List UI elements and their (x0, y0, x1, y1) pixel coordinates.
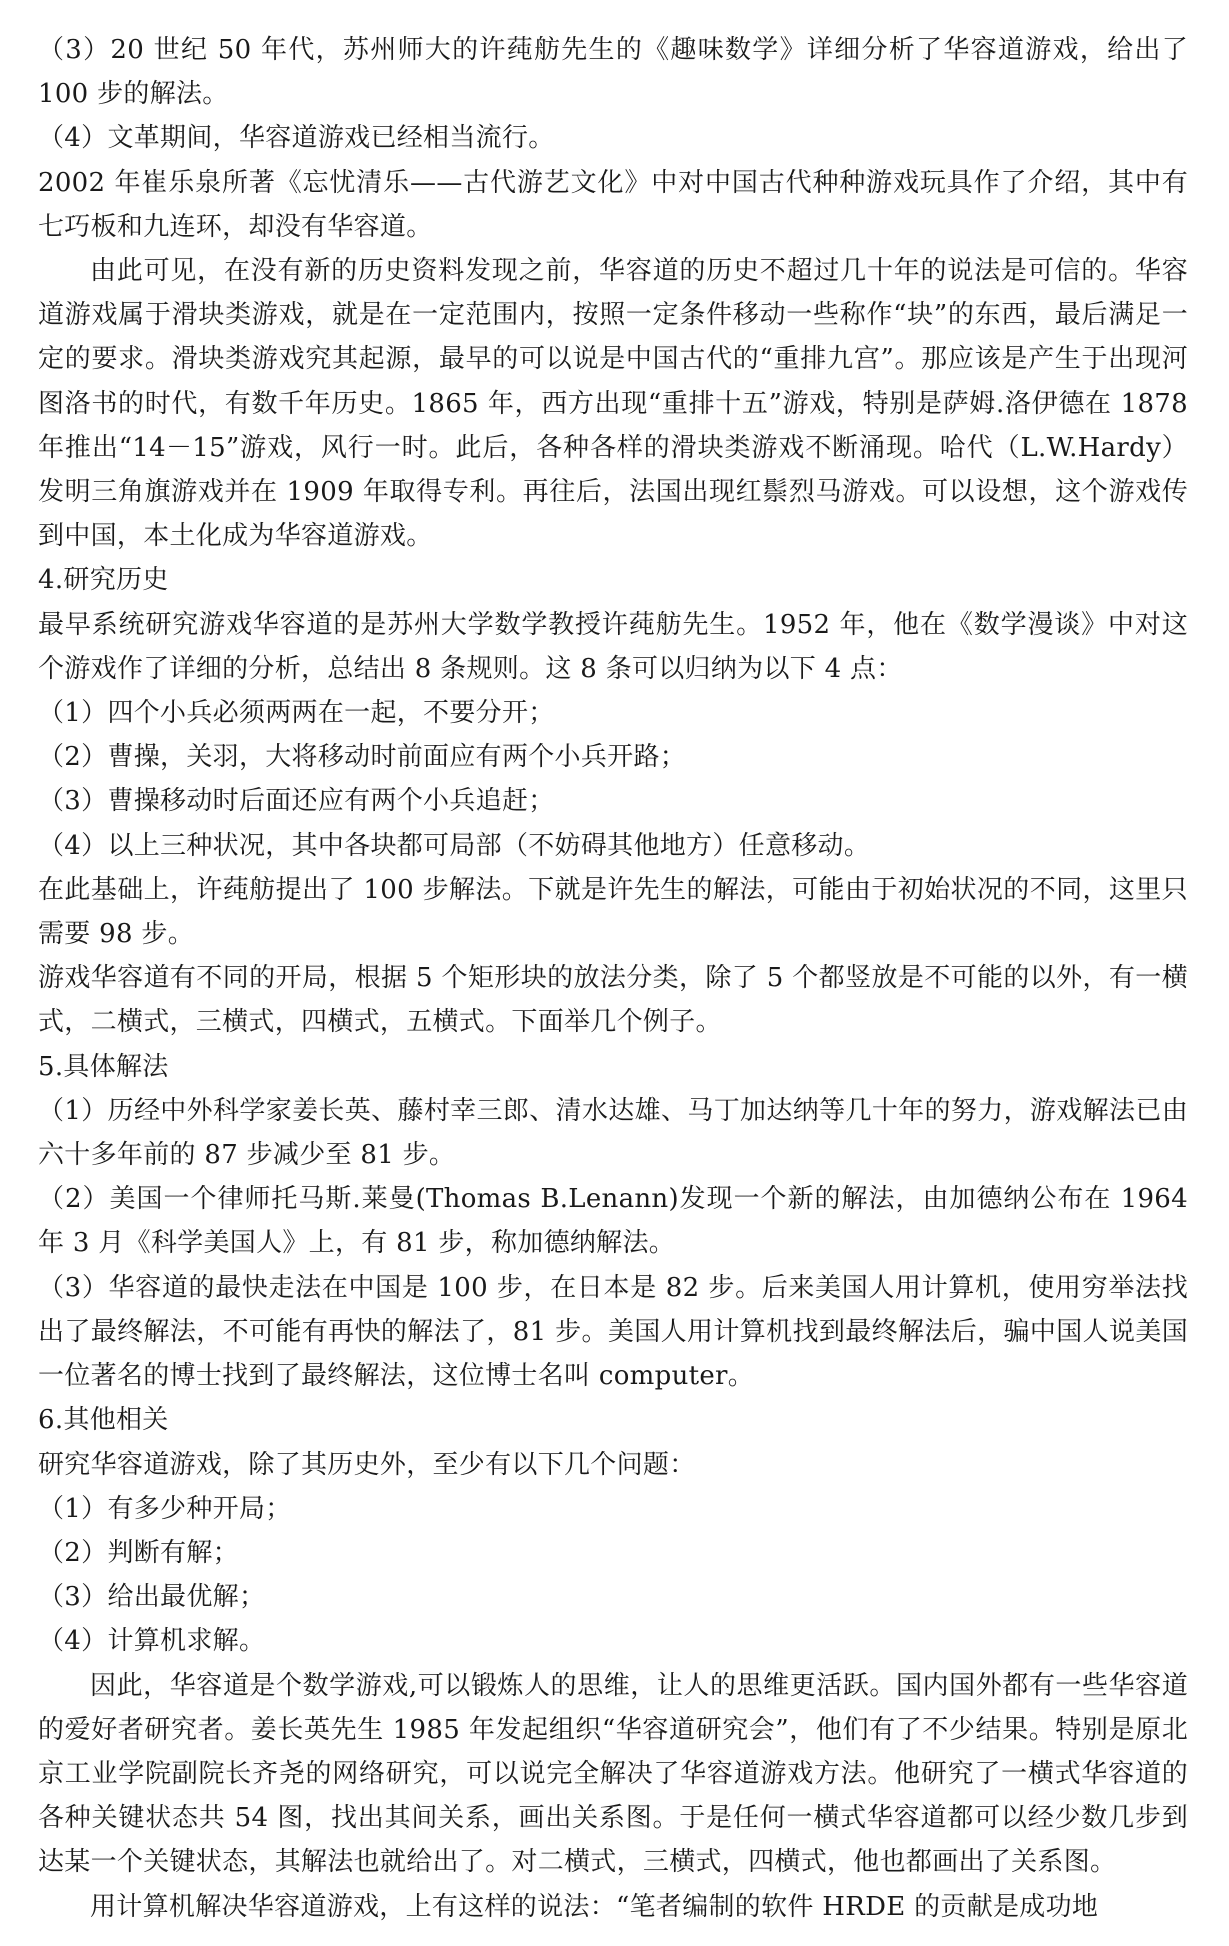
list-item: （4）文革期间，华容道游戏已经相当流行。 (38, 123, 555, 154)
paragraph: 研究华容道游戏，除了其历史外，至少有以下几个问题： (38, 1449, 696, 1480)
section-heading-research-history: 4.研究历史 (38, 565, 169, 596)
list-item: （2）曹操，关羽，大将移动时前面应有两个小兵开路； (38, 742, 687, 773)
list-item: （3）给出最优解； (38, 1582, 266, 1613)
list-item: （2）美国一个律师托马斯.莱曼(Thomas B.Lenann)发现一个新的解法，由加德纳公布在 1964 年 3 月《科学美国人》上，有 81 步，称加德纳解法。 (38, 1184, 1188, 1259)
list-item: （3）20 世纪 50 年代，苏州师大的许莼舫先生的《趣味数学》详细分析了华容道游戏，给出了 100 步的解法。 (38, 35, 1188, 110)
list-item: （4）计算机求解。 (38, 1626, 266, 1657)
paragraph: 在此基础上，许莼舫提出了 100 步解法。下就是许先生的解法，可能由于初始状况的不同，这里只需要 98 步。 (38, 874, 1188, 950)
section-heading-solutions: 5.具体解法 (38, 1051, 169, 1082)
paragraph: 因此，华容道是个数学游戏,可以锻炼人的思维，让人的思维更活跃。国内国外都有一些华容道的爱好者研究者。姜长英先生 1985 年发起组织“华容道研究会”，他们有了不少结果。特别是原北京工业学院副院长齐尧的网络研究，可以说完全解决了华容道游戏方法。他研究了一横式华容道的各种关键状态共 54 图，找出其间关系，画出关系图。于是任何一横式华容道都可以经少数几步到达某一个关键状态，其解法也就给出了。对二横式，三横式，四横式，他也都画出了关系图。 (38, 1670, 1188, 1878)
list-item: （3）曹操移动时后面还应有两个小兵追赶； (38, 786, 555, 817)
list-item: （1）历经中外科学家姜长英、藤村幸三郎、清水达雄、马丁加达纳等几十年的努力，游戏解法已由六十多年前的 87 步减少至 81 步。 (38, 1095, 1188, 1171)
section-heading-other: 6.其他相关 (38, 1405, 169, 1436)
list-item: （1）四个小兵必须两两在一起，不要分开； (38, 698, 555, 729)
paragraph: 游戏华容道有不同的开局，根据 5 个矩形块的放法分类，除了 5 个都竖放是不可能的以外，有一横式，二横式，三横式，四横式，五横式。下面举几个例子。 (38, 963, 1188, 1038)
document-body (38, 28, 1188, 1929)
list-item: （4）以上三种状况，其中各块都可局部（不妨碍其他地方）任意移动。 (38, 830, 871, 861)
list-item: （3）华容道的最快走法在中国是 100 步，在日本是 82 步。后来美国人用计算机，使用穷举法找出了最终解法，不可能有再快的解法了，81 步。美国人用计算机找到最终解法后，骗中国人说美国一位著名的博士找到了最终解法，这位博士名叫 computer。 (38, 1272, 1188, 1392)
paragraph: 最早系统研究游戏华容道的是苏州大学数学教授许莼舫先生。1952 年，他在《数学漫谈》中对这个游戏作了详细的分析，总结出 8 条规则。这 8 条可以归纳为以下 4 点： (38, 609, 1188, 684)
paragraph: 由此可见，在没有新的历史资料发现之前，华容道的历史不超过几十年的说法是可信的。华容道游戏属于滑块类游戏，就是在一定范围内，按照一定条件移动一些称作“块”的东西，最后满足一定的要求。滑块类游戏究其起源，最早的可以说是中国古代的“重排九宫”。那应该是产生于出现河图洛书的时代，有数千年历史。1865 年，西方出现“重排十五”游戏，特别是萨姆.洛伊德在 1878 年推出“14－15”游戏，风行一时。此后，各种各样的滑块类游戏不断涌现。哈代（L.W.Hardy）发明三角旗游戏并在 1909 年取得专利。再往后，法国出现红鬃烈马游戏。可以设想，这个游戏传到中国，本土化成为华容道游戏。 (38, 256, 1188, 552)
list-item: （2）判断有解； (38, 1537, 239, 1568)
paragraph: 用计算机解决华容道游戏，上有这样的说法：“笔者编制的软件 HRDE 的贡献是成功地 (90, 1891, 1099, 1922)
paragraph: 2002 年崔乐泉所著《忘忧清乐——古代游艺文化》中对中国古代种种游戏玩具作了介绍，其中有七巧板和九连环，却没有华容道。 (38, 167, 1188, 242)
list-item: （1）有多少种开局； (38, 1493, 292, 1524)
